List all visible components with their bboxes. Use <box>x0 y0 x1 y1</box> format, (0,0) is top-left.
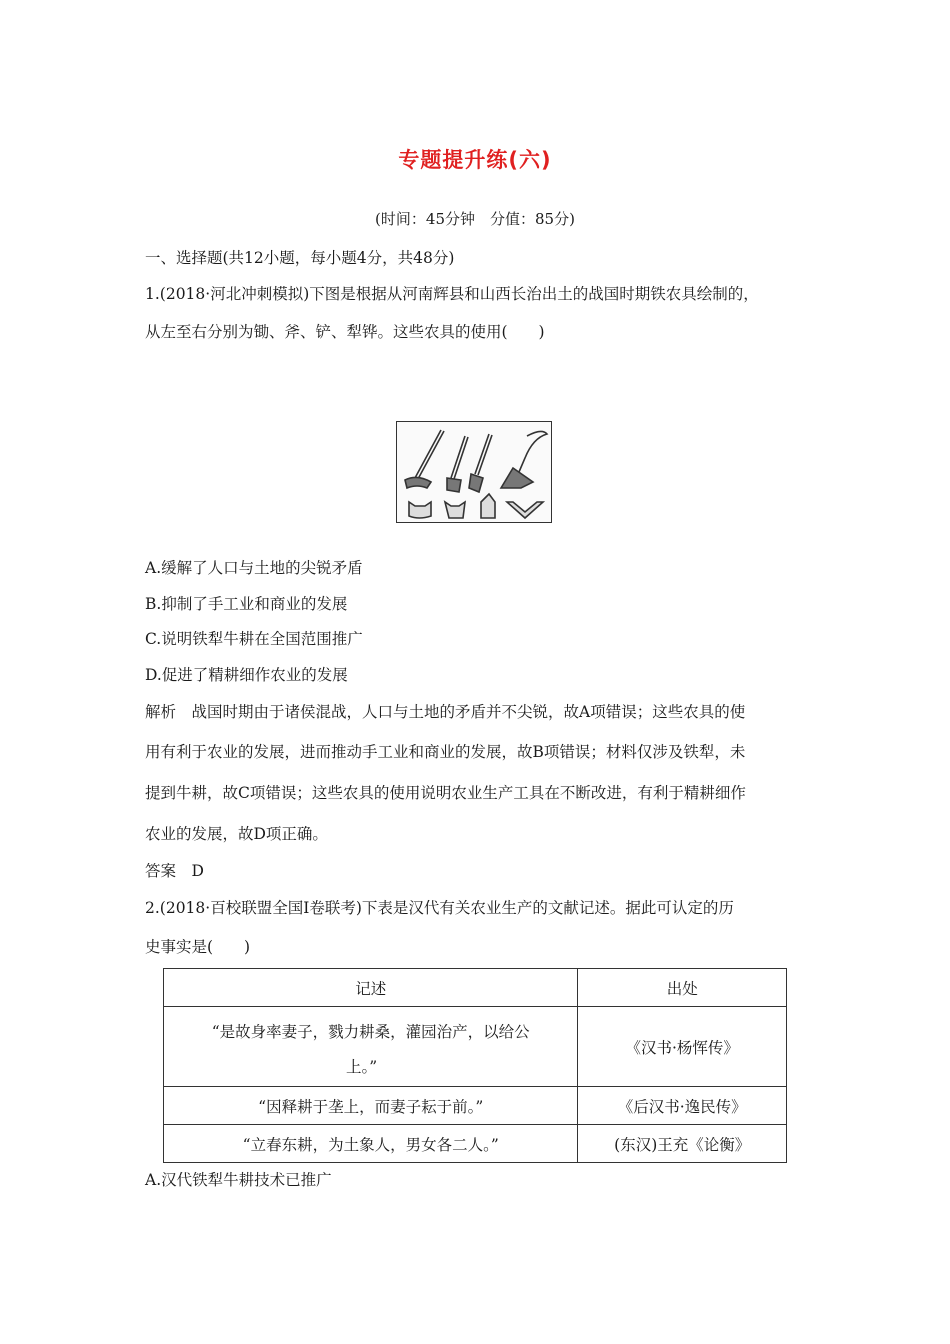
page-title: 专题提升练(六) <box>398 148 552 172</box>
source-cell: 《后汉书·逸民传》 <box>578 1087 787 1125</box>
q1-option-d: D.促进了精耕细作农业的发展 <box>145 666 348 684</box>
table-row <box>164 1125 787 1163</box>
iron-tools-figure <box>396 421 552 523</box>
header-source: 出处 <box>578 969 787 1007</box>
q1-analysis-line2: 用有利于农业的发展，进而推动手工业和商业的发展，故B项错误；材料仅涉及铁犁，未 <box>145 743 746 761</box>
record-text-continued: 上。” <box>346 1057 378 1076</box>
iron-tools-drawing <box>397 422 550 521</box>
q1-analysis-line1: 解析 战国时期由于诸侯混战，人口与土地的矛盾并不尖锐，故A项错误；这些农具的使 <box>145 703 746 721</box>
q1-option-c: C.说明铁犁牛耕在全国范围推广 <box>145 630 363 648</box>
records-table <box>163 968 787 1163</box>
q1-analysis-line3: 提到牛耕，故C项错误；这些农具的使用说明农业生产工具在不断改进，有利于精耕细作 <box>145 784 746 802</box>
record-cell <box>164 1007 578 1087</box>
table-row <box>164 1007 787 1087</box>
record-cell: “因释耕于垄上，而妻子耘于前。” <box>164 1087 578 1125</box>
source-cell: (东汉)王充《论衡》 <box>578 1125 787 1163</box>
q2-stem-line1: 2.(2018·百校联盟全国Ⅰ卷联考)下表是汉代有关农业生产的文献记述。据此可认定的历 <box>145 899 734 917</box>
q2-stem-line2: 史事实是( ) <box>145 938 251 956</box>
record-cell: “立春东耕，为土象人，男女各二人。” <box>164 1125 578 1163</box>
q1-option-a: A.缓解了人口与土地的尖锐矛盾 <box>145 559 363 577</box>
q1-option-b: B.抑制了手工业和商业的发展 <box>145 595 348 613</box>
header-record: 记述 <box>164 969 578 1007</box>
q1-stem-line2: 从左至右分别为锄、斧、铲、犁铧。这些农具的使用( ) <box>145 323 545 341</box>
table-header-row <box>164 969 787 1007</box>
q2-option-a: A.汉代铁犁牛耕技术已推广 <box>145 1171 332 1189</box>
axe-icon <box>445 436 468 518</box>
plowshare-icon <box>501 431 547 518</box>
spade-icon <box>469 434 495 518</box>
table-row <box>164 1087 787 1125</box>
section-heading: 一、选择题(共12小题，每小题4分，共48分) <box>145 249 455 267</box>
record-text: “是故身率妻子，戮力耕桑，灌园治产，以给公 <box>211 1022 530 1041</box>
hoe-icon <box>405 430 444 518</box>
exam-meta: (时间：45分钟 分值：85分) <box>375 210 575 228</box>
source-cell: 《汉书·杨恽传》 <box>578 1007 787 1087</box>
q1-answer: 答案 D <box>145 862 204 880</box>
q1-analysis-line4: 农业的发展，故D项正确。 <box>145 825 328 843</box>
q1-stem-line1: 1.(2018·河北冲刺模拟)下图是根据从河南辉县和山西长治出土的战国时期铁农具绘制的， <box>145 285 759 303</box>
